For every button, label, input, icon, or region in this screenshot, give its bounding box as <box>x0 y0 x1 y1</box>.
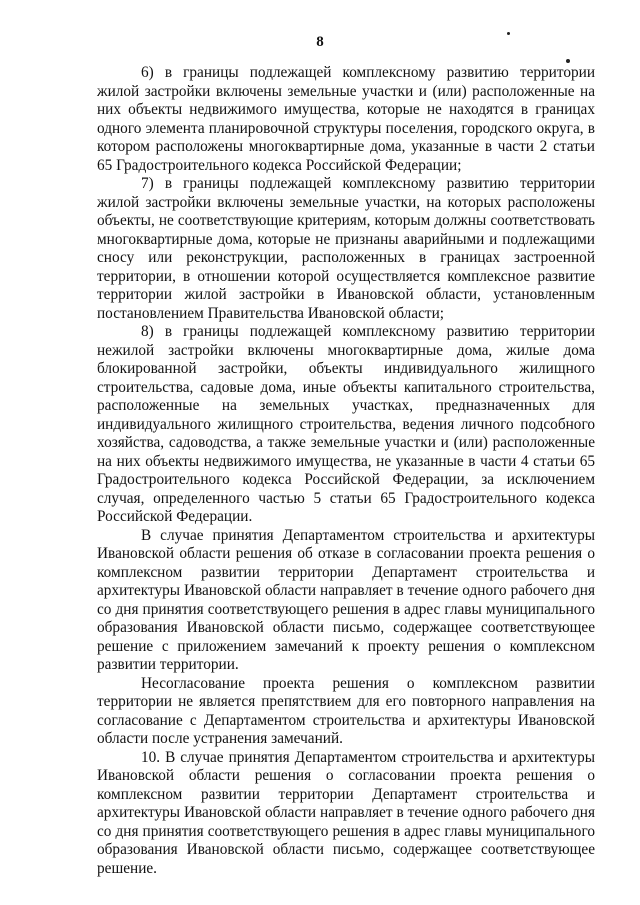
document-body <box>97 64 595 878</box>
page-number: 8 <box>316 34 324 50</box>
paragraph-item-7: 7) в границы подлежащей комплексному развитию территории жилой застройки включены земельные участки, на которых расположены объекты, не соответствующие критериям, которым должны соответствовать многоквартирные дома, которые не признаны аварийными и подлежащими сносу или реконструкции, расположенных в границах застроенной территории, в отношении которой осуществляется комплексное развитие территории жилой застройки в Ивановской области, установленным постановлением Правительства Ивановской области; <box>97 175 595 322</box>
paragraph-item-10: 10. В случае принятия Департаментом строительства и архитектуры Ивановской области решения о согласовании проекта решения о комплексном развитии территории Департамент строительства и архитектуры Ивановской области направляет в течение одного рабочего дня со дня принятия соответствующего решения в адрес главы муниципального образования Ивановской области письмо, содержащее соответствующее решение. <box>97 748 595 877</box>
paragraph-item-8: 8) в границы подлежащей комплексному развитию территории нежилой застройки включены многоквартирные дома, жилые дома блокированной застройки, объекты индивидуального жилищного строительства, садовые дома, иные объекты капитального строительства, расположенные на земельных участках, предназначенных для индивидуального жилищного строительства, ведения личного подсобного хозяйства, садоводства, а также земельные участки и (или) расположенные на них объекты недвижимого имущества, не указанные в части 4 статьи 65 Градостроительного кодекса Российской Федерации, за исключением случая, определенного частью 5 статьи 65 Градостроительного кодекса Российской Федерации. <box>97 323 595 525</box>
scan-speck <box>507 32 510 35</box>
paragraph-item-6: 6) в границы подлежащей комплексному развитию территории жилой застройки включены земельные участки и (или) расположенные на них объекты недвижимого имущества, которые не находятся в границах одного элемента планировочной структуры поселения, городского округа, в котором расположены многоквартирные дома, указанные в части 2 статьи 65 Градостроительного кодекса Российской Федерации; <box>97 64 595 174</box>
paragraph-refusal: В случае принятия Департаментом строительства и архитектуры Ивановской области решения об отказе в согласовании проекта решения о комплексном развитии территории Департамент строительства и архитектуры Ивановской области направляет в течение одного рабочего дня со дня принятия соответствующего решения в адрес главы муниципального образования Ивановской области письмо, содержащее соответствующее решение с приложением замечаний к проекту решения о комплексном развитии территории. <box>97 526 595 673</box>
scan-speck <box>566 59 570 63</box>
paragraph-non-approval: Несогласование проекта решения о комплексном развитии территории не является препятствием для его повторного направления на согласование с Департаментом строительства и архитектуры Ивановской области после устранения замечаний. <box>97 674 595 747</box>
